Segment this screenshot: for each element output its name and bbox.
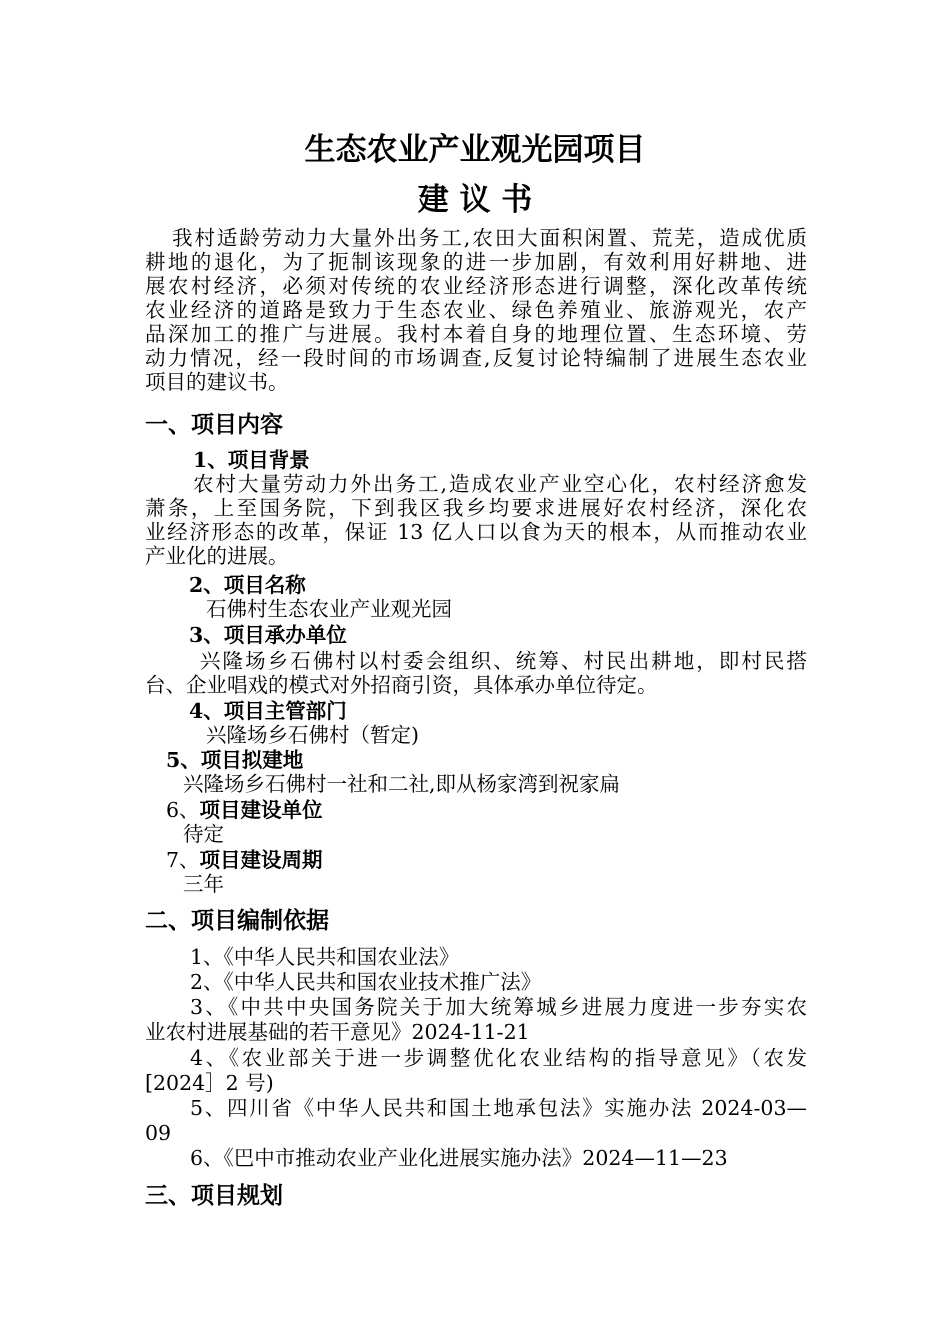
intro-line: 品深加工的推广与进展。我村本着自身的地理位置、生态环境、劳 (145, 322, 807, 346)
period-text: 三年 (183, 872, 224, 896)
authority-text: 兴隆场乡石佛村（暂定) (206, 723, 419, 747)
organizer-line: 兴隆场乡石佛村以村委会组织、统筹、村民出耕地，即村民搭 (200, 649, 807, 673)
subsection-number: 7、 (166, 848, 200, 872)
subsection-title: 项目建设单位 (199, 798, 323, 822)
subsection-heading: 4、项目主管部门 (189, 699, 347, 723)
background-line: 萧条，上至国务院，下到我区我乡均要求进展好农村经济，深化农 (145, 496, 807, 520)
intro-line: 耕地的退化，为了扼制该现象的进一步加剧，有效利用好耕地、进 (145, 250, 807, 274)
organizer-line: 台、企业唱戏的模式对外招商引资，具体承办单位待定。 (145, 673, 658, 697)
basis-item: 3、《中共中央国务院关于加大统筹城乡进展力度进一步夯实农 (190, 995, 807, 1019)
subsection-heading: 3、项目承办单位 (189, 623, 347, 647)
basis-item: 5、四川省《中华人民共和国土地承包法》实施办法 2024-03— (190, 1096, 807, 1120)
background-line: 业经济形态的改革，保证 13 亿人口以食为天的根本，从而推动农业 (145, 520, 807, 544)
subsection-heading: 1、项目背景 (193, 448, 310, 472)
section-heading: 一、项目内容 (145, 411, 283, 438)
basis-item: 4、《农业部关于进一步调整优化农业结构的指导意见》（农发 (190, 1046, 807, 1070)
background-line: 产业化的进展。 (145, 544, 289, 568)
subsection-heading (166, 848, 323, 872)
document-title: 生态农业产业观光园项目 (304, 132, 646, 168)
intro-line: 动力情况，经一段时间的市场调查,反复讨论特编制了进展生态农业 (145, 346, 807, 370)
subsection-heading: 5、项目拟建地 (166, 748, 304, 772)
basis-item-cont: 09 (145, 1121, 172, 1145)
subsection-title: 项目建设周期 (199, 848, 323, 872)
project-name: 石佛村生态农业产业观光园 (206, 597, 452, 621)
intro-line: 我村适龄劳动力大量外出务工,农田大面积闲置、荒芜，造成优质 (172, 226, 807, 250)
subsection-number: 6、 (166, 798, 200, 822)
basis-item: 2、《中华人民共和国农业技术推广法》 (190, 970, 542, 994)
basis-item-cont: 业农村进展基础的若干意见》2024-11-21 (145, 1020, 530, 1044)
intro-line: 农业经济的道路是致力于生态农业、绿色养殖业、旅游观光，农产 (145, 298, 807, 322)
intro-line: 展农村经济，必须对传统的农业经济形态进行调整，深化改革传统 (145, 274, 807, 298)
document-subtitle: 建 议 书 (417, 182, 533, 218)
background-line: 农村大量劳动力外出务工,造成农业产业空心化，农村经济愈发 (193, 472, 807, 496)
section-heading: 二、项目编制依据 (145, 907, 329, 934)
basis-item: 6、《巴中市推动农业产业化进展实施办法》2024—11—23 (190, 1146, 728, 1170)
site-text: 兴隆场乡石佛村一社和二社,即从杨家湾到祝家扁 (183, 772, 621, 796)
builder-text: 待定 (183, 822, 224, 846)
basis-item-cont: [2024］2 号) (145, 1071, 274, 1095)
section-heading: 三、项目规划 (145, 1182, 283, 1209)
subsection-heading (166, 798, 323, 822)
subsection-heading: 2、项目名称 (189, 573, 306, 597)
intro-line: 项目的建议书。 (145, 370, 289, 394)
basis-item: 1、《中华人民共和国农业法》 (190, 945, 460, 969)
